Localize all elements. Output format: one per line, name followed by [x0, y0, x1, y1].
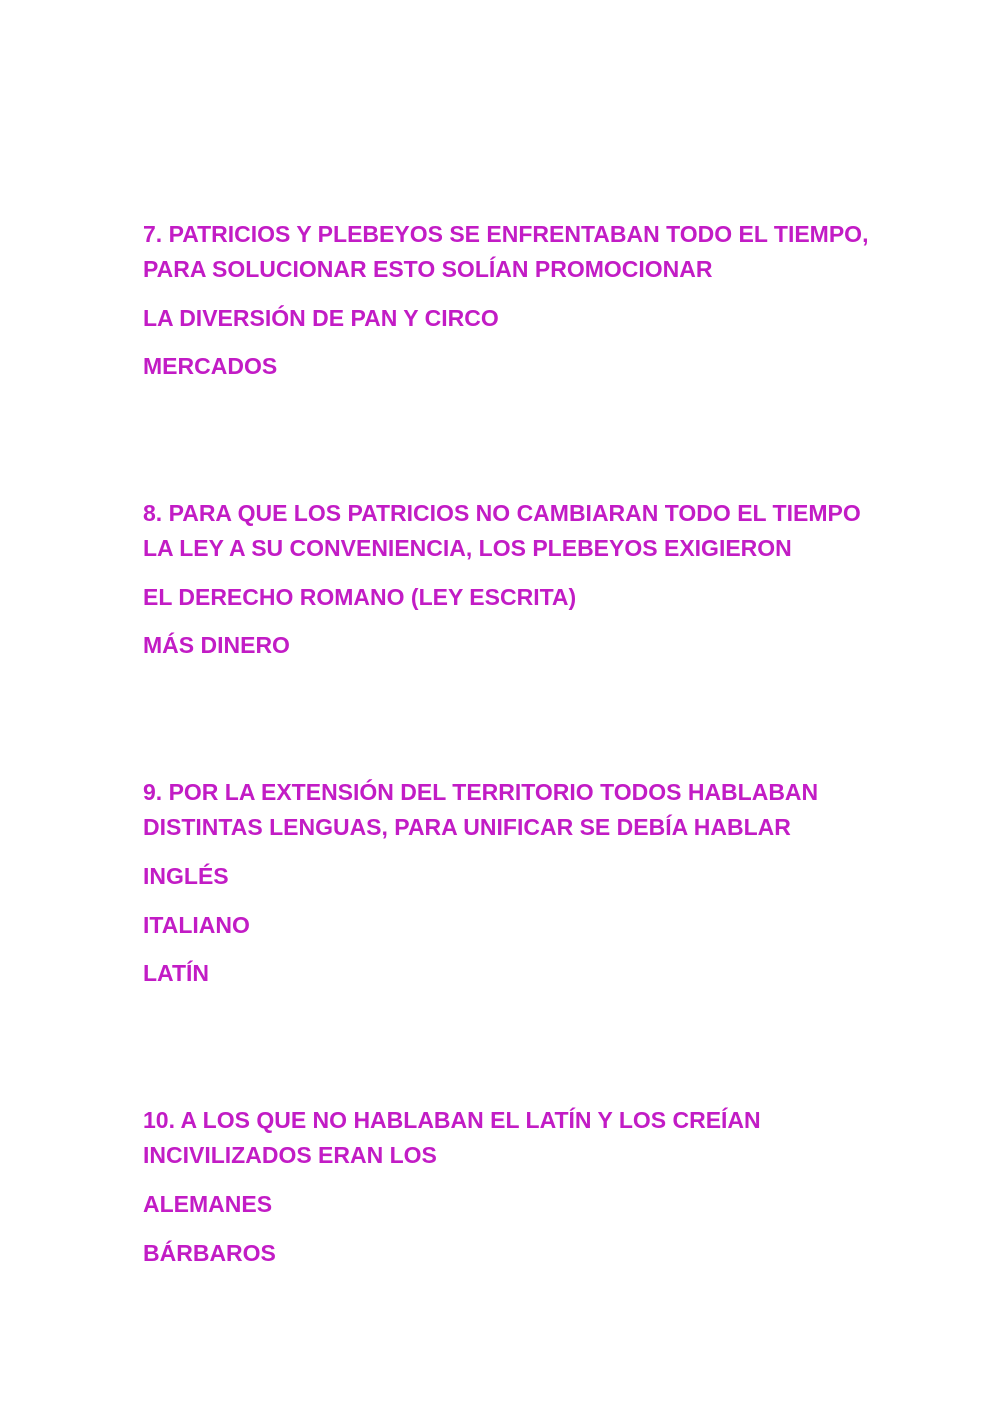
question-10-option-2: BÁRBAROS [143, 1240, 276, 1266]
question-10-option-1: ALEMANES [143, 1191, 273, 1217]
question-9-option-1: INGLÉS [143, 863, 229, 889]
question-7-option-2: MERCADOS [143, 353, 278, 379]
question-8-line-2: LA LEY A SU CONVENIENCIA, LOS PLEBEYOS EXIGIERON [143, 535, 792, 561]
question-9-line-1: 9. POR LA EXTENSIÓN DEL TERRITORIO TODOS HABLABAN [143, 779, 819, 805]
question-10-line-2: INCIVILIZADOS ERAN LOS [143, 1142, 437, 1168]
question-8-line-1: 8. PARA QUE LOS PATRICIOS NO CAMBIARAN TODO EL TIEMPO [143, 500, 861, 526]
question-7-line-2: PARA SOLUCIONAR ESTO SOLÍAN PROMOCIONAR [143, 256, 713, 282]
question-9-line-2: DISTINTAS LENGUAS, PARA UNIFICAR SE DEBÍA HABLAR [143, 814, 791, 840]
question-9-option-3: LATÍN [143, 960, 210, 986]
question-7-option-1: LA DIVERSIÓN DE PAN Y CIRCO [143, 305, 499, 331]
question-8-option-1: EL DERECHO ROMANO (LEY ESCRITA) [143, 584, 577, 610]
question-10-line-1: 10. A LOS QUE NO HABLABAN EL LATÍN Y LOS CREÍAN [143, 1107, 761, 1133]
question-8-option-2: MÁS DINERO [143, 632, 290, 658]
question-7-line-1: 7. PATRICIOS Y PLEBEYOS SE ENFRENTABAN TODO EL TIEMPO, [143, 221, 869, 247]
question-9-option-2: ITALIANO [143, 912, 250, 938]
